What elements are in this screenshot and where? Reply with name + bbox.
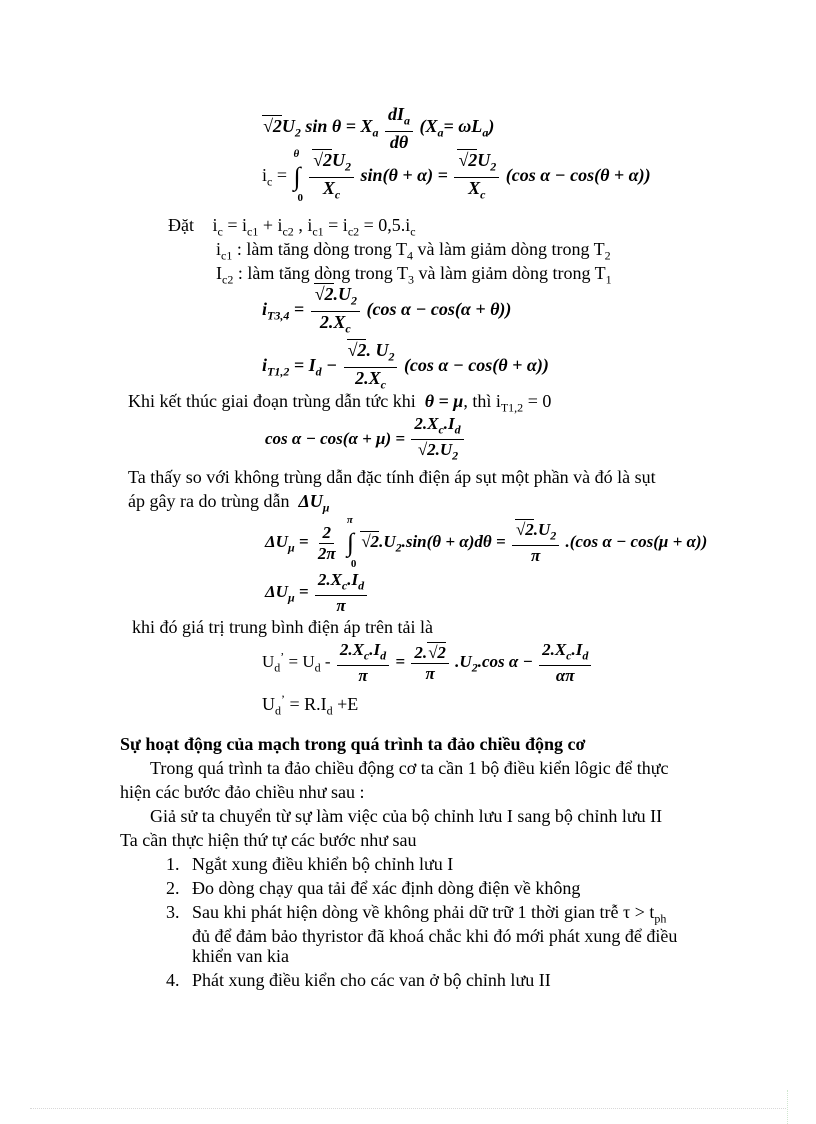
equation-1: $√2U_2$ $\sin \theta = X_a$ $\frac{dI_a}{d\theta}$ $(X_a= \omega L_a)$ [263,104,495,152]
list-item [166,853,454,875]
step-text: Ngắt xung điều khiển bộ chỉnh lưu I [192,854,454,874]
khi-ket-thuc-tail: , thì i [463,391,501,411]
equation-8: $U_d^’ = U_d$ - $\frac{2.X_c.I_d}{\pi}$ = $\frac{2.√2}{\pi}$ $.U_2.\cos$ α − $\frac{2.X_c.I_d}{\alpha\pi}$ [262,640,593,686]
equation-3: $i_{T3,4}$ = $\frac{√2.U_2}{2.X_c}$ (cos α − cos(α + θ)) [262,284,512,336]
list-item [166,901,667,926]
para2-line-2: Ta cần thực hiện thứ tự các bước như sau [120,830,417,850]
step-continuation: khiển van kia [192,946,289,966]
equation-7: $\Delta U_\mu$ = $\frac{2.X_c.I_d}{\pi}$ [265,570,369,616]
list-item [166,969,551,991]
equation-9: $U_d^’ = R.I_d +E$ [262,692,359,718]
equation-5: cos α − cos(α + μ) = $\frac{2.X_c.I_d}{√2.U_2}$ [265,414,466,466]
footer-divider [30,1108,786,1109]
equation-4: $i_{T1,2} = I_d$ − $\frac{√2. U_2}{2.X_c}$ (cos α − cos(θ + α)) [262,340,549,392]
equation-6: $\Delta U_\mu$ = $\frac{2}{2\pi}$ ∫ π 0 $√2.U_2.\sin(\theta + \alpha)d\theta$ = $\frac{√2.U_2}{\pi}$ .(cos α − cos(μ + α)) [265,514,708,571]
ic2-line: $I_{c2}$ : làm tăng dòng trong $T_3$ và làm giảm dòng trong $T_1$ [216,263,612,287]
ta-thay-line-1: Ta thấy so với không trùng dẫn đặc tính điện áp sụt một phần và đó là sụt [128,467,656,487]
para2-line-1: Giả sử ta chuyển từ sự làm việc của bộ chỉnh lưu I sang bộ chỉnh lưu II [150,806,663,826]
step-number: 4. [166,970,180,990]
khi-ket-thuc-end: = 0 [523,391,552,411]
list-item [166,877,581,899]
ic1-line: $i_{c1}$ : làm tăng dòng trong $T_4$ và làm giảm dòng trong $T_2$ [216,239,611,263]
ta-thay-text-2: áp gây ra do trùng dẫn [128,491,290,511]
step-text: Đo dòng chạy qua tải để xác định dòng điện về không [192,878,581,898]
khi-ket-thuc-text: Khi kết thúc giai đoạn trùng dẫn tức khi [128,391,416,411]
para1-line-1: Trong quá trình ta đảo chiều động cơ ta cần 1 bộ điều kiển lôgic để thực [150,758,669,778]
equation-2: $i_c$ = ∫ θ 0 $\frac{√2U_2}{X_c}$ sin(θ + α) = $\frac{√2U_2}{X_c}$ (cos α − cos(θ + α)) [262,148,651,205]
step-text: Phát xung điều kiển cho các van ở bộ chỉnh lưu II [192,970,551,990]
step-number: 1. [166,854,180,874]
step-number: 2. [166,878,180,898]
ta-thay-line-2: áp gây ra do trùng dẫn $\Delta U_\mu$ [128,491,330,515]
step-text: Sau khi phát hiện dòng về không phải dữ trữ 1 thời gian trễ $\tau > t_{ph}$ [192,902,667,926]
page-corner-mark [773,1090,788,1124]
dat-label: Đặt [168,215,194,235]
para1-line-2: hiện các bước đảo chiều như sau : [120,782,365,802]
step-continuation: đủ để đảm bảo thyristor đã khoá chắc khi đó mới phát xung để điều [192,926,678,946]
section-heading: Sự hoạt động của mạch trong quá trình ta đảo chiều động cơ [120,734,586,754]
khi-ket-thuc-line: Khi kết thúc giai đoạn trùng dẫn tức khi θ = μ, thì $i_{T1,2} = 0$ [128,391,552,415]
step-number: 3. [166,902,180,922]
khi-do-line: khi đó giá trị trung bình điện áp trên tải là [132,617,433,637]
dat-line: Đặt $i_c = i_{c1} + i_{c2}$ , $i_{c1} = i_{c2} = 0,5.i_c$ [168,215,416,239]
